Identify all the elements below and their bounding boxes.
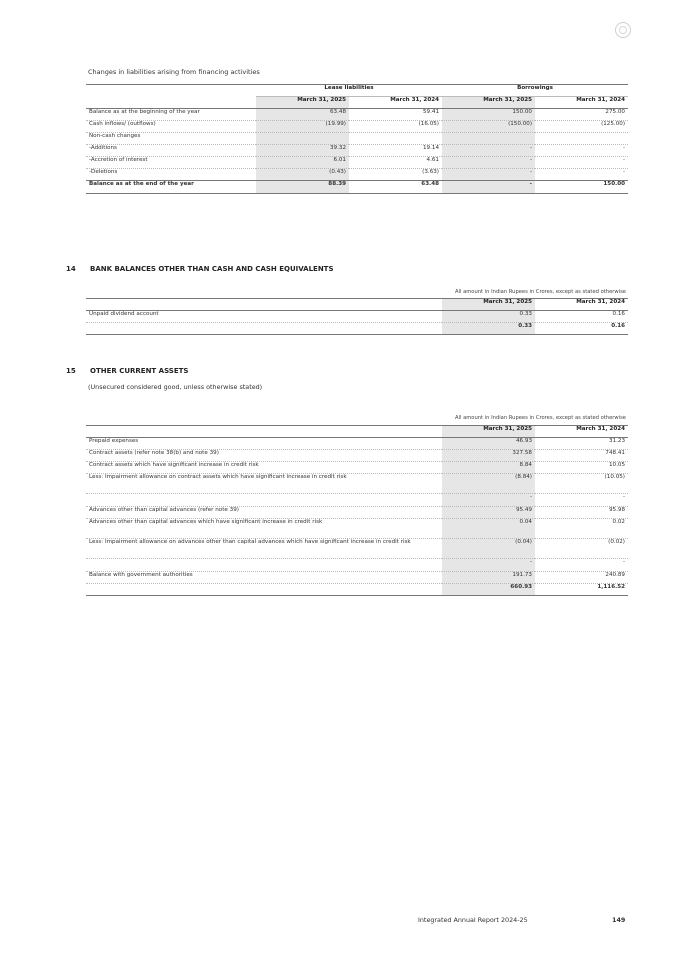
section-number: 15	[66, 367, 76, 375]
total-value: 88.39	[256, 181, 349, 194]
financing-table	[86, 84, 628, 194]
row-label: -Accretion of interest	[86, 157, 256, 169]
table-row	[86, 121, 628, 133]
row-label: Contract assets which have significant increase in credit risk	[86, 462, 442, 474]
column-header: March 31, 2024	[535, 426, 628, 438]
table-row	[86, 169, 628, 181]
table-row	[86, 109, 628, 121]
row-value: 327.58	[442, 450, 535, 462]
table-row	[86, 462, 628, 474]
row-label: Prepaid expenses	[86, 438, 442, 450]
row-value: (3.63)	[349, 169, 442, 181]
table-row	[86, 438, 628, 450]
table-row	[86, 572, 628, 584]
row-label: Advances other than capital advances which have significant increase in credit risk	[86, 519, 442, 539]
row-value: -	[535, 169, 628, 181]
row-value: 6.01	[256, 157, 349, 169]
table-row	[86, 494, 628, 507]
row-value: 191.73	[442, 572, 535, 584]
amount-note: All amount in Indian Rupees in Crores, except as stated otherwise	[455, 415, 626, 421]
row-value: (125.00)	[535, 121, 628, 133]
row-value	[256, 133, 349, 145]
page-number: 149	[612, 916, 626, 924]
table-row	[86, 450, 628, 462]
row-value: -	[442, 145, 535, 157]
total-value: 1,116.52	[535, 584, 628, 596]
row-value: (19.99)	[256, 121, 349, 133]
row-label	[86, 559, 442, 572]
column-header: March 31, 2025	[442, 299, 535, 311]
row-value: 39.32	[256, 145, 349, 157]
row-label: Less: Impairment allowance on advances other than capital advances which have significant increase in credit risk	[86, 539, 442, 559]
section-number: 14	[66, 265, 76, 273]
row-value: 19.14	[349, 145, 442, 157]
row-label: Balance with government authorities	[86, 572, 442, 584]
row-value: -	[442, 559, 535, 572]
row-value: -	[442, 169, 535, 181]
row-value: 748.41	[535, 450, 628, 462]
row-value: -	[535, 494, 628, 507]
row-value: 95.98	[535, 507, 628, 519]
row-label: Advances other than capital advances (refer note 39)	[86, 507, 442, 519]
row-value: (0.02)	[535, 539, 628, 559]
row-label: Unpaid dividend account	[86, 311, 442, 323]
row-value: 63.48	[256, 109, 349, 121]
column-header: March 31, 2024	[535, 97, 628, 109]
other-current-assets-table	[86, 425, 628, 596]
row-value: (8.84)	[442, 474, 535, 494]
row-label	[86, 494, 442, 507]
row-label: Less: Impairment allowance on contract assets which have significant increase in credit risk	[86, 474, 442, 494]
row-label: Cash inflows/ (outflows)	[86, 121, 256, 133]
column-header: March 31, 2025	[256, 97, 349, 109]
row-value: (16.05)	[349, 121, 442, 133]
amount-note: All amount in Indian Rupees in Crores, except as stated otherwise	[455, 289, 626, 295]
column-header: March 31, 2024	[535, 299, 628, 311]
row-value: 8.84	[442, 462, 535, 474]
row-label: -Deletions	[86, 169, 256, 181]
column-header: March 31, 2025	[442, 426, 535, 438]
table-row	[86, 539, 628, 559]
table-row	[86, 157, 628, 169]
row-value: 275.00	[535, 109, 628, 121]
row-value	[349, 133, 442, 145]
row-value: 4.61	[349, 157, 442, 169]
row-value: 0.02	[535, 519, 628, 539]
row-value: -	[535, 157, 628, 169]
table-row	[86, 559, 628, 572]
row-value: (150.00)	[442, 121, 535, 133]
financing-caption: Changes in liabilities arising from financing activities	[88, 68, 260, 76]
row-value: 240.89	[535, 572, 628, 584]
total-value: 63.48	[349, 181, 442, 194]
row-value	[442, 133, 535, 145]
total-value: 150.00	[535, 181, 628, 194]
section-heading: OTHER CURRENT ASSETS	[90, 367, 189, 375]
row-label: Balance as at the beginning of the year	[86, 109, 256, 121]
table-row	[86, 145, 628, 157]
table-row	[86, 519, 628, 539]
column-header: March 31, 2025	[442, 97, 535, 109]
row-value: (0.43)	[256, 169, 349, 181]
row-value: 0.33	[442, 311, 535, 323]
bank-balances-table	[86, 298, 628, 335]
table-row	[86, 133, 628, 145]
total-value: 660.93	[442, 584, 535, 596]
row-value	[535, 133, 628, 145]
row-value: 0.16	[535, 311, 628, 323]
table-row	[86, 474, 628, 494]
row-value: -	[442, 157, 535, 169]
row-value: -	[442, 494, 535, 507]
row-value: 10.05	[535, 462, 628, 474]
row-value: 150.00	[442, 109, 535, 121]
total-label: Balance as at the end of the year	[86, 181, 256, 194]
row-value: -	[535, 559, 628, 572]
total-value: 0.16	[535, 323, 628, 335]
row-value: 0.04	[442, 519, 535, 539]
lease-liabilities-header: Lease liabilities	[256, 85, 442, 97]
row-value: -	[535, 145, 628, 157]
row-value: 31.23	[535, 438, 628, 450]
section-subtitle: (Unsecured considered good, unless otherwise stated)	[88, 383, 263, 391]
report-name: Integrated Annual Report 2024-25	[418, 916, 528, 924]
row-label: Contract assets (refer note 38(b) and note 39)	[86, 450, 442, 462]
row-value: 95.49	[442, 507, 535, 519]
table-row	[86, 507, 628, 519]
company-logo-icon	[615, 22, 631, 38]
row-value: 46.93	[442, 438, 535, 450]
row-value: (10.05)	[535, 474, 628, 494]
total-value: 0.33	[442, 323, 535, 335]
borrowings-header: Borrowings	[442, 85, 628, 97]
row-label: Non-cash changes	[86, 133, 256, 145]
row-value: 59.41	[349, 109, 442, 121]
section-heading: BANK BALANCES OTHER THAN CASH AND CASH EQUIVALENTS	[90, 265, 334, 273]
column-header: March 31, 2024	[349, 97, 442, 109]
total-value: -	[442, 181, 535, 194]
row-label: -Additions	[86, 145, 256, 157]
row-value: (0.04)	[442, 539, 535, 559]
